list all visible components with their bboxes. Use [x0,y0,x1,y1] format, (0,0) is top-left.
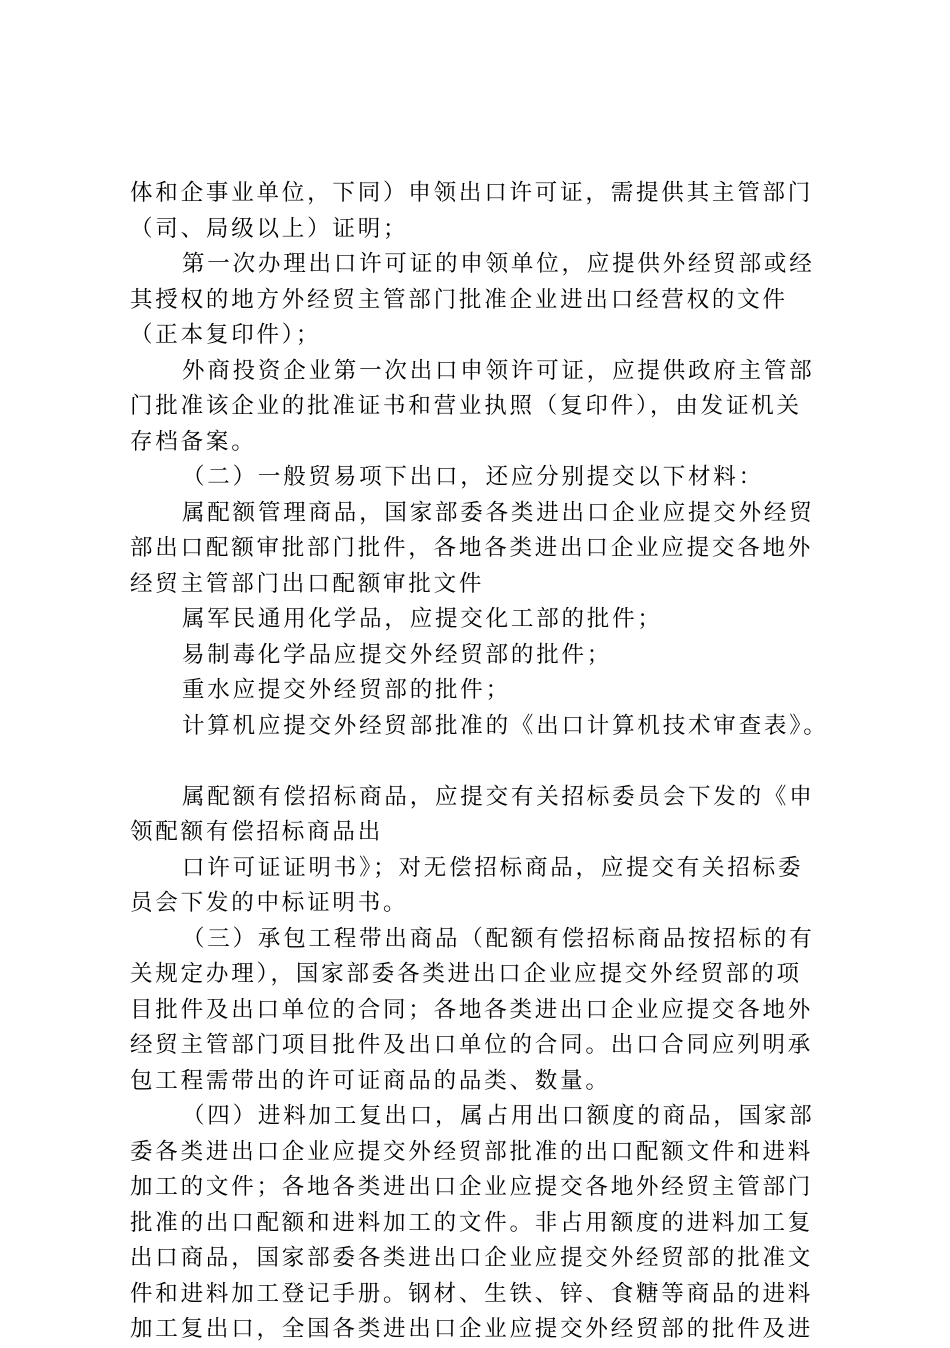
text-line: 关规定办理），国家部委各类进出口企业应提交外经贸部的项 [130,961,802,987]
text-line: 口许可证证明书》；对无偿招标商品，应提交有关招标委 [182,854,804,881]
text-line: 属配额有偿招标商品，应提交有关招标委员会下发的《申 [182,783,815,810]
text-line: 外商投资企业第一次出口申领许可证，应提供政府主管部 [182,357,815,384]
blank-line [130,744,835,780]
text-line: 计算机应提交外经贸部批准的《出口计算机技术审查表》。 [182,712,829,739]
text-line: 门批准该企业的批准证书和营业执照（复印件），由发证机关 [130,393,802,419]
text-line: 员会下发的中标证明书。 [130,890,409,916]
text-line: 易制毒化学品应提交外经贸部的批件； [182,641,613,668]
text-line: （三）承包工程带出商品（配额有偿招标商品按招标的有 [182,925,815,952]
text-line: 属军民通用化学品，应提交化工部的批件； [182,606,663,632]
text-line: 其授权的地方外经贸主管部门批准企业进出口经营权的文件 [130,286,788,313]
text-line: 部出口配额审批部门批件，各地各类进出口企业应提交各地外 [130,535,814,561]
text-line: 经贸主管部门项目批件及出口单位的合同。出口合同应列明承 [130,1032,814,1058]
text-line: 目批件及出口单位的合同；各地各类进出口企业应提交各地外 [130,996,814,1023]
text-line: 经贸主管部门出口配额审批文件 [130,570,485,597]
text-line: 领配额有偿招标商品出 [130,819,384,845]
text-line: 重水应提交外经贸部的批件； [182,677,511,703]
text-line: 第一次办理出口许可证的申领单位，应提供外经贸部或经 [182,251,815,277]
text-line: 委各类进出口企业应提交外经贸部批准的出口配额文件和进料 [130,1138,814,1165]
text-line: （司、局级以上）证明； [130,215,409,242]
text-line: 属配额管理商品，国家部委各类进出口企业应提交外经贸 [182,499,815,526]
text-line: （二）一般贸易项下出口，还应分别提交以下材料： [182,464,764,490]
text-line: 出口商品，国家部委各类进出口企业应提交外经贸部的批准文 [130,1245,814,1271]
text-line: 加工复出口，全国各类进出口企业应提交外经贸部的批件及进 [130,1316,814,1342]
text-line: （四）进料加工复出口，属占用出口额度的商品，国家部 [182,1103,815,1129]
document-body [130,176,835,1348]
text-line: 包工程需带出的许可证商品的品类、数量。 [130,1067,611,1094]
text-line: 加工的文件；各地各类进出口企业应提交各地外经贸主管部门 [130,1174,814,1200]
text-line: 件和进料加工登记手册。钢材、生铁、锌、食糖等商品的进料 [130,1280,814,1307]
text-line: （正本复印件）； [130,322,322,348]
text-line: 体和企事业单位，下同）申领出口许可证，需提供其主管部门 [130,180,814,206]
text-line: 存档备案。 [130,428,257,455]
text-line: 批准的出口配额和进料加工的文件。非占用额度的进料加工复 [130,1209,814,1236]
